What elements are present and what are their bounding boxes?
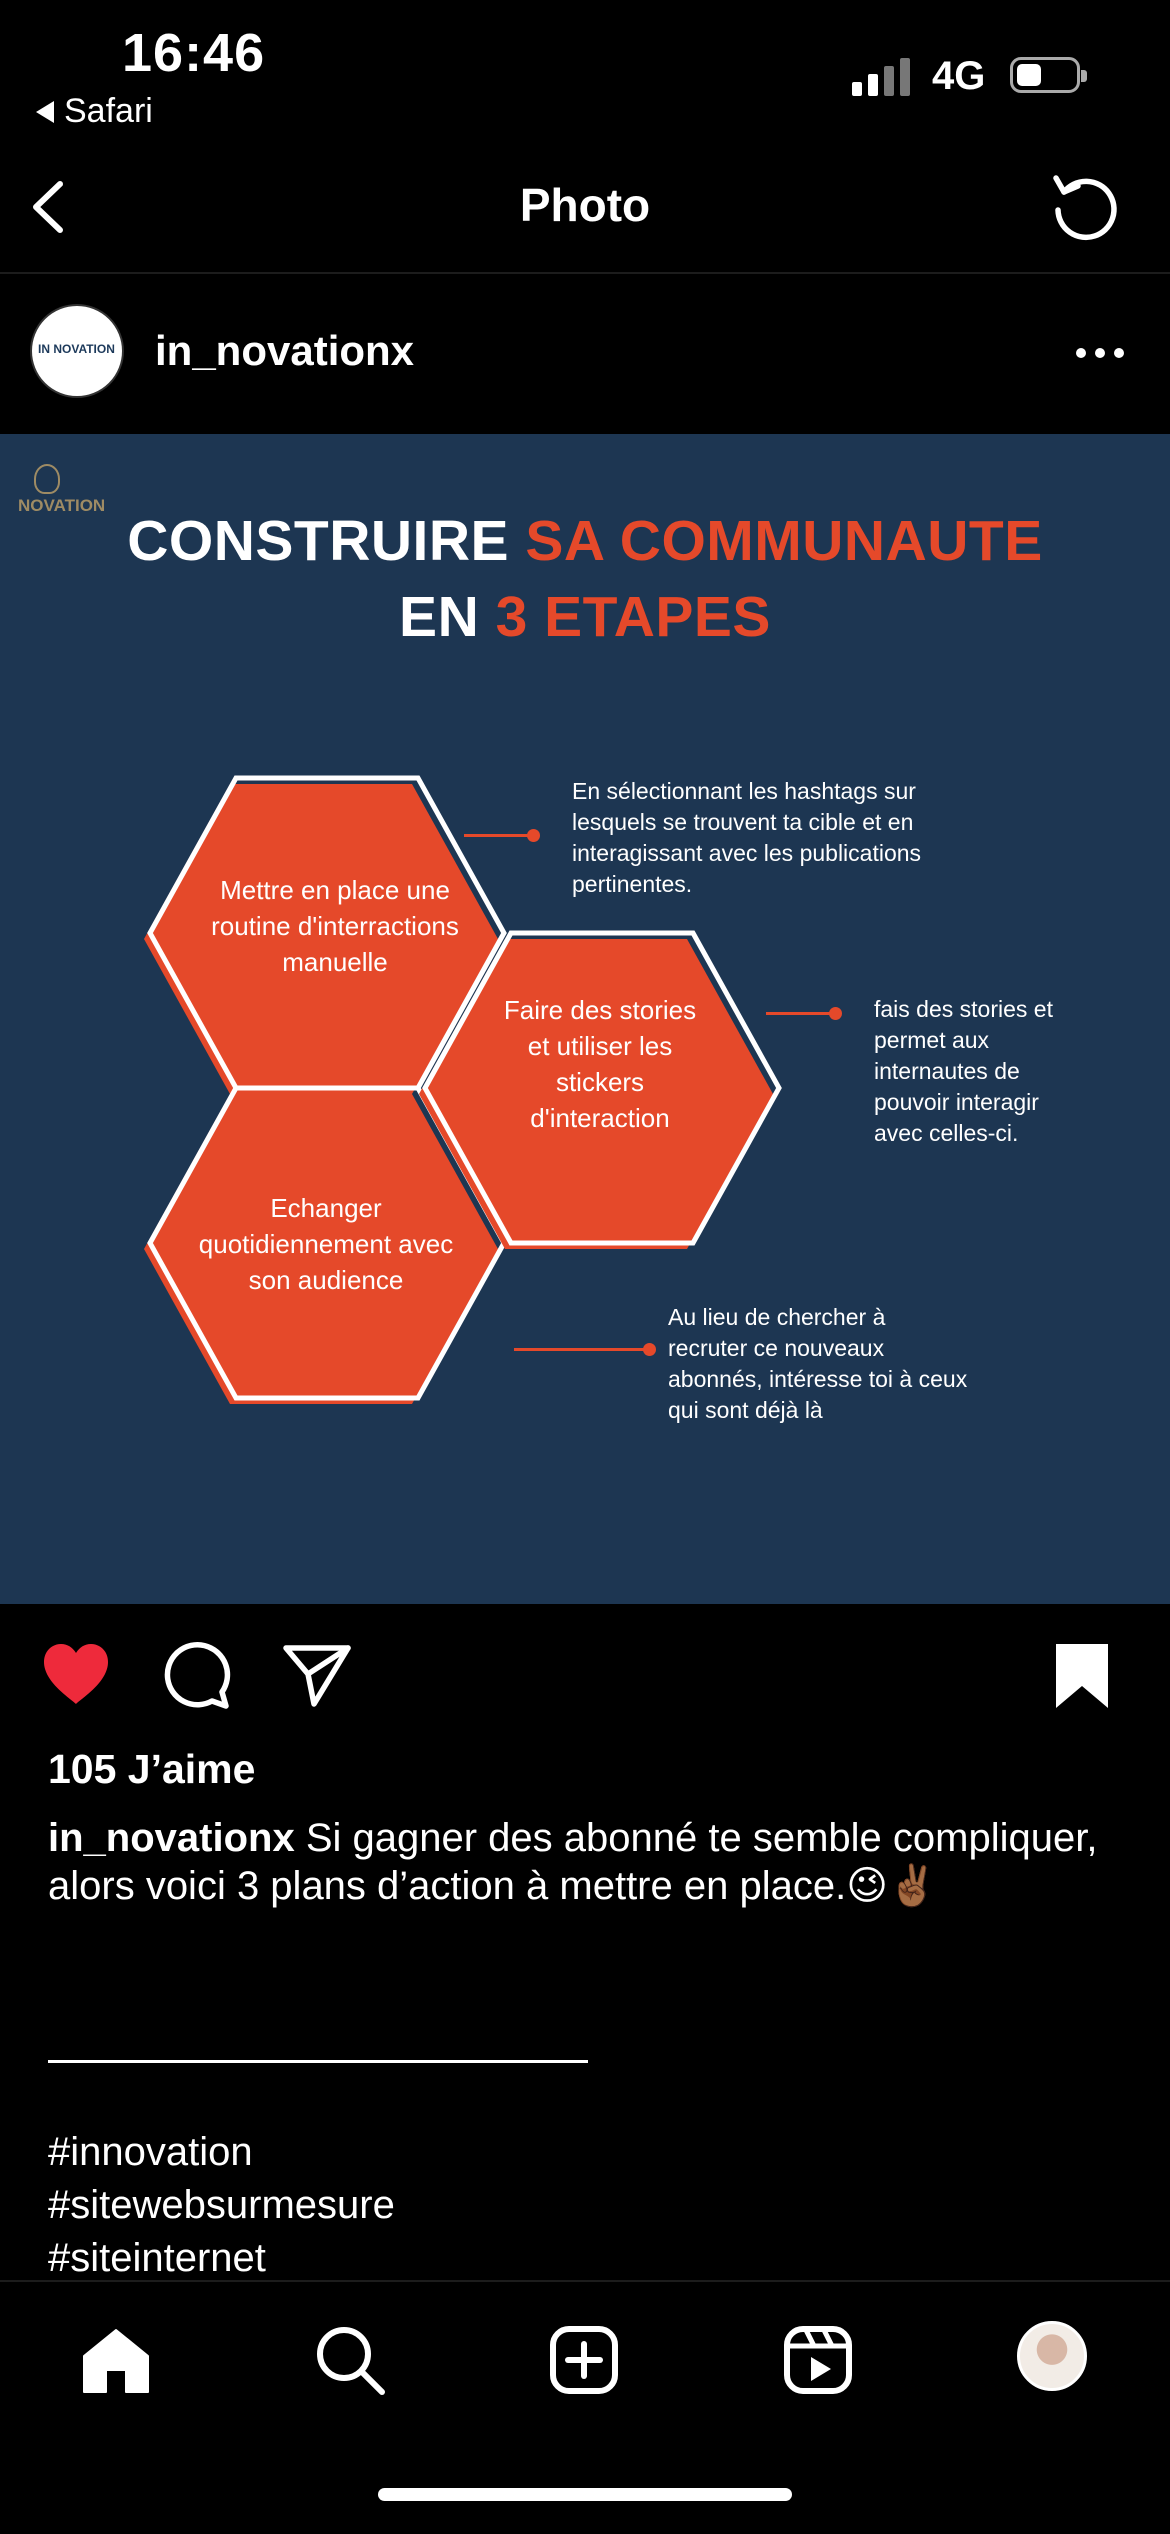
brand-mark: NOVATION: [18, 464, 105, 516]
avatar-logo-text: IN NOVATION: [38, 342, 115, 356]
likes-count[interactable]: 105 J’aime: [48, 1746, 256, 1792]
more-options-icon[interactable]: [1076, 348, 1124, 358]
post-image: [0, 434, 1170, 1604]
connector-line: [464, 834, 534, 837]
description-2: fais des stories et permet aux internautes de pouvoir interagir avec celles-ci.: [874, 996, 1053, 1146]
send-icon[interactable]: [280, 1640, 354, 1710]
hexagon-2-label: Faire des stories et utiliser les stickers d'interaction: [503, 995, 697, 1133]
status-time: 16:46: [122, 23, 266, 83]
hexagon-3-label: Echanger quotidiennement avec son audience: [198, 1193, 454, 1295]
hashtag[interactable]: #sitewebsurmesure: [48, 2183, 395, 2227]
hashtag[interactable]: #siteinternet: [48, 2236, 266, 2280]
create-icon[interactable]: [548, 2324, 620, 2396]
back-to-safari[interactable]: [36, 92, 153, 131]
heart-icon[interactable]: [40, 1640, 112, 1708]
back-app-label: Safari: [64, 92, 153, 130]
post-caption: [48, 1814, 1128, 1910]
back-triangle-icon: [36, 101, 54, 123]
image-headline-line1: CONSTRUIRE SA COMMUNAUTE: [127, 509, 1043, 573]
bookmark-icon[interactable]: [1052, 1640, 1112, 1712]
comment-icon[interactable]: [162, 1640, 232, 1710]
hashtag[interactable]: #innovation: [48, 2130, 253, 2174]
post-username[interactable]: in_novationx: [155, 327, 415, 374]
network-type: 4G: [932, 54, 986, 98]
caption-username[interactable]: in_novationx: [48, 1816, 295, 1860]
description-3: Au lieu de chercher à recruter ce nouveaux abonnés, intéresse toi à ceux qui sont déjà là: [668, 1304, 968, 1423]
refresh-icon[interactable]: [1048, 170, 1122, 244]
profile-avatar[interactable]: [1017, 2321, 1087, 2391]
page-title: Photo: [519, 179, 651, 231]
hashtag-list: [48, 2126, 395, 2285]
header-divider: [0, 272, 1170, 274]
reels-icon[interactable]: [782, 2324, 854, 2396]
search-icon[interactable]: [314, 2324, 386, 2396]
hexagon-1-label: Mettre en place une routine d'interractions manuelle: [211, 875, 459, 977]
connector-line: [514, 1348, 650, 1351]
image-headline-line2: EN 3 ETAPES: [399, 585, 771, 649]
description-1: En sélectionnant les hashtags sur lesquels se trouvent ta cible et en interagissant avec les publications pertinentes.: [572, 778, 922, 897]
post-avatar[interactable]: [30, 304, 124, 398]
home-icon[interactable]: [80, 2324, 152, 2396]
caption-underline: [48, 2060, 588, 2063]
home-indicator[interactable]: [378, 2488, 792, 2501]
connector-line: [766, 1012, 836, 1015]
signal-icon: [852, 58, 910, 96]
battery-icon: [1010, 57, 1080, 93]
caption-text: Si gagner des abonné te semble compliquer, alors voici 3 plans d’action à mettre en place.😉✌🏾: [48, 1816, 1098, 1908]
